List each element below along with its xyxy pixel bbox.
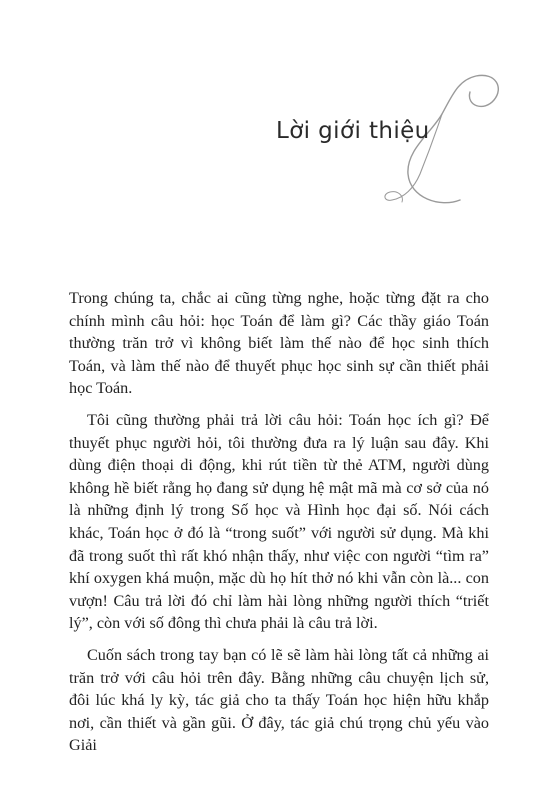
- chapter-title: Lời giới thiệu: [276, 118, 430, 144]
- body-text: [69, 287, 489, 766]
- paragraph-2: Tôi cũng thường phải trả lời câu hỏi: Toán học ích gì? Để thuyết phục người hỏi, tôi thường đưa ra lý luận sau đây. Khi dùng điện thoại di động, khi rút tiền từ thẻ ATM, người dùng không hề biết rằng họ đang sử dụng hệ mật mã mà cơ sở của nó là những định lý trong Số học và Hình học đại số. Nói cách khác, Toán học ở đó là “trong suốt” với người sử dụng. Mà khi đã trong suốt thì rất khó nhận thấy, như việc con người “tìm ra” khí oxygen khá muộn, mặc dù họ hít thở nó khi vẫn còn là... con vượn! Câu trả lời đó chỉ làm hài lòng những người thích “triết lý”, còn với số đông thì chưa phải là câu trả lời.: [69, 410, 489, 633]
- paragraph-1: Trong chúng ta, chắc ai cũng từng nghe, hoặc từng đặt ra cho chính mình câu hỏi: học Toán để làm gì? Các thầy giáo Toán thường trăn trở vì không biết làm thế nào để học sinh thích Toán, và làm thế nào để thuyết phục học sinh sự cần thiết phải học Toán.: [69, 289, 489, 398]
- paragraph-3: Cuốn sách trong tay bạn có lẽ sẽ làm hài lòng tất cả những ai trăn trở với câu hỏi trên đây. Bằng những câu chuyện lịch sử, đôi lúc khá ly kỳ, tác giả cho ta thấy Toán học hiện hữu khắp nơi, cần thiết và gần gũi. Ở đây, tác giả chú trọng chủ yếu vào Giải: [69, 645, 489, 755]
